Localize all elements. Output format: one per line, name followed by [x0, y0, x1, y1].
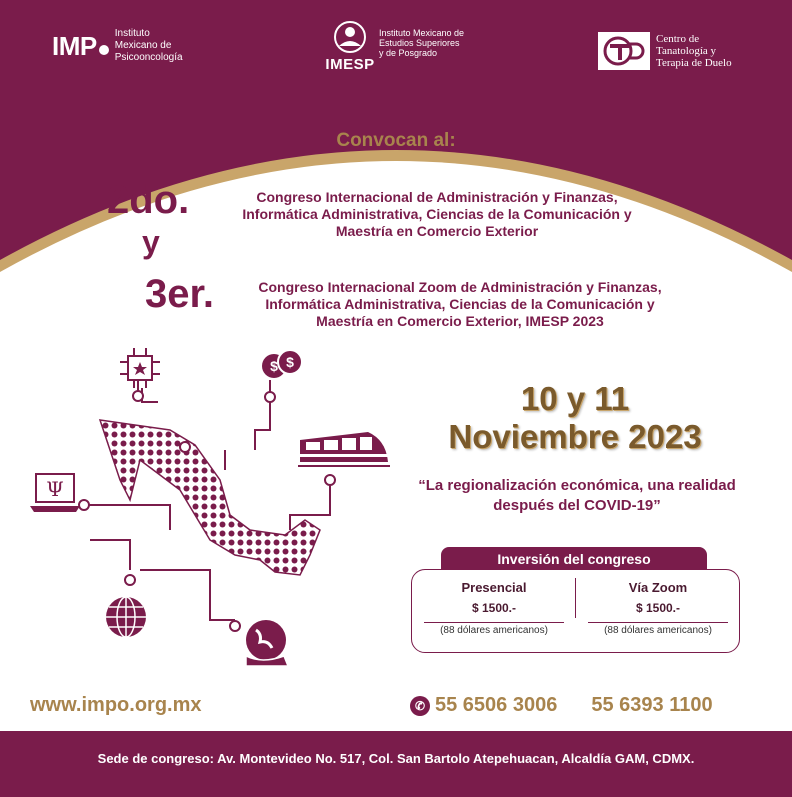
event-month-year: Noviembre 2023	[448, 418, 702, 455]
imp-logo-line: Psicooncología	[114, 52, 183, 63]
ctt-logo-line: Tanatología y	[656, 45, 717, 57]
investment-option-zoom	[578, 580, 738, 636]
svg-text:Ψ: Ψ	[46, 477, 64, 501]
cpu-chip-icon	[120, 348, 160, 388]
option-note: (88 dólares americanos)	[604, 625, 712, 636]
imesp-logo	[325, 20, 464, 82]
event-theme	[395, 476, 759, 516]
ctt-logo-line: Centro de	[656, 33, 700, 45]
event-days: 10 y 11	[520, 380, 630, 417]
page-heading: Convocan al:	[336, 130, 456, 151]
congress-title-line: Congreso Internacional de Administración y Finanzas,	[256, 189, 618, 205]
event-theme-line: “La regionalización económica, una realidad	[418, 477, 736, 494]
ordinal-3er: 3er.	[145, 272, 214, 316]
contact-phones	[410, 694, 713, 717]
svg-text:$: $	[286, 354, 294, 370]
congress-title-1	[212, 189, 662, 240]
website-link[interactable]: www.impo.org.mx	[30, 694, 202, 716]
investment-table	[411, 569, 740, 653]
imp-logo-mark: IMP	[52, 30, 97, 61]
congress-title-line: Informática Administrativa, Ciencias de la Comunicación y	[265, 296, 655, 312]
mexico-illustration	[20, 340, 400, 680]
svg-text:$: $	[270, 358, 278, 374]
divider-line	[424, 622, 564, 623]
option-label: Presencial	[461, 580, 527, 595]
imesp-logo-line: y de Posgrado	[379, 48, 438, 58]
column-divider	[575, 578, 576, 618]
congress-title-2	[230, 279, 690, 330]
imesp-logo-line: Estudios Superiores	[379, 38, 460, 48]
whatsapp-icon: ✆	[410, 696, 430, 716]
imp-logo-line: Instituto	[114, 28, 150, 39]
option-price: $ 1500.-	[471, 601, 517, 615]
venue-footer: Sede de congreso: Av. Montevideo No. 517, Col. San Bartolo Atepehuacan, Alcaldía GAM, CDMX.	[0, 731, 792, 797]
ordinal-2do: 2do.	[107, 178, 190, 222]
imesp-logo-mark: IMESP	[325, 56, 375, 73]
option-note: (88 dólares americanos)	[440, 625, 548, 636]
event-theme-line: después del COVID-19”	[493, 497, 661, 514]
congress-title-line: Informática Administrativa, Ciencias de la Comunicación y	[242, 206, 632, 222]
ctt-logo	[598, 32, 732, 70]
congress-title-line: Congreso Internacional Zoom de Administración y Finanzas,	[258, 279, 662, 295]
world-hand-icon	[246, 620, 288, 666]
imp-logo-line: Mexicano de	[114, 40, 172, 51]
ctt-emblem-icon	[598, 32, 650, 70]
laptop-psi-icon	[30, 474, 80, 512]
imesp-logo-line: Instituto Mexicano de	[379, 28, 465, 38]
imesp-emblem-icon	[330, 20, 370, 54]
train-icon	[298, 432, 390, 466]
investment-title: Inversión del congreso	[441, 547, 707, 571]
money-icon	[262, 350, 302, 378]
mexico-map	[100, 420, 320, 575]
globe-icon	[106, 597, 146, 637]
ctt-logo-line: Terapia de Duelo	[656, 57, 732, 69]
congress-title-line: Maestría en Comercio Exterior	[335, 223, 539, 239]
option-label: Vía Zoom	[628, 580, 688, 595]
imp-logo	[52, 28, 183, 64]
option-price: $ 1500.-	[635, 601, 681, 615]
conjunction-y: y	[142, 224, 160, 260]
congress-title-line: Maestría en Comercio Exterior, IMESP 2023	[316, 313, 604, 329]
investment-option-presencial	[414, 580, 574, 636]
phone-number[interactable]: 55 6393 1100	[591, 694, 713, 716]
phone-number[interactable]: 55 6506 3006	[435, 694, 558, 716]
